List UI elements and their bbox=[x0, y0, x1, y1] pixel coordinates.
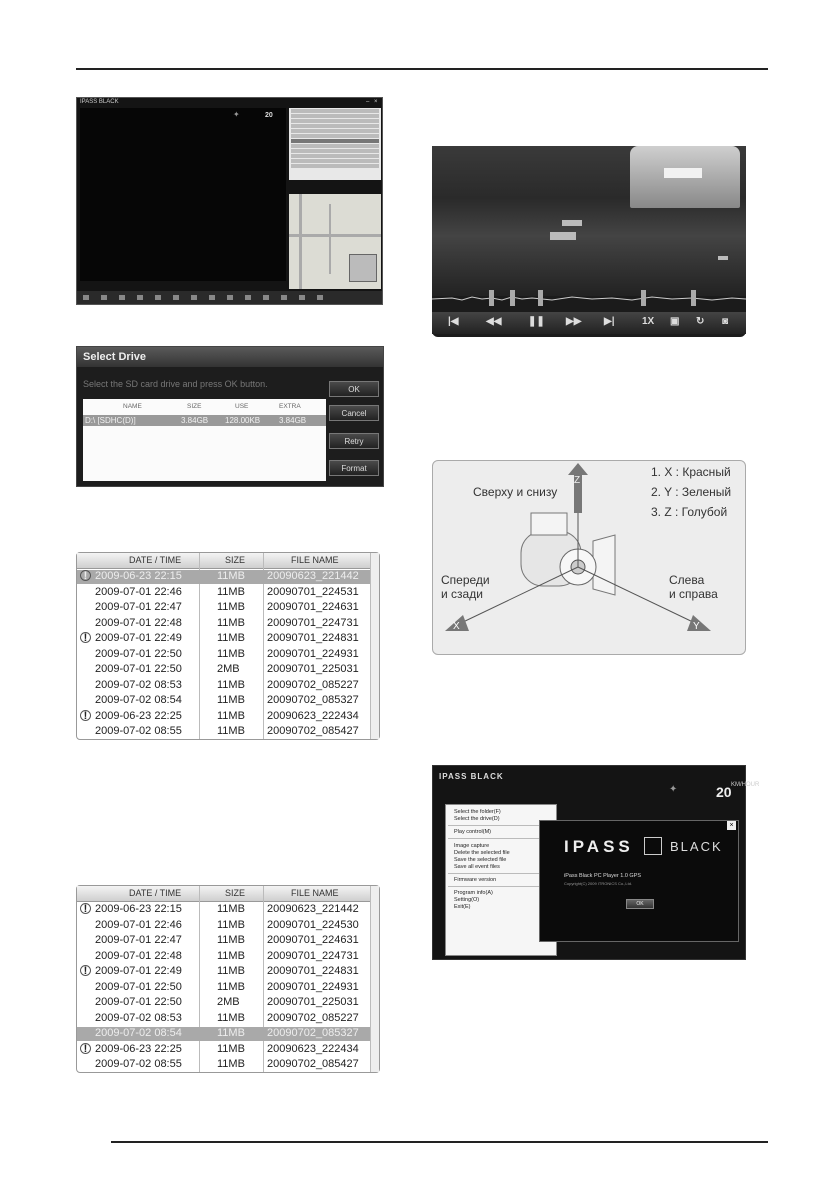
row-filename: 20090702_085327 bbox=[267, 694, 359, 706]
playback-screenshot bbox=[432, 146, 746, 337]
map-panel[interactable] bbox=[289, 194, 381, 289]
table-row[interactable] bbox=[77, 1027, 379, 1041]
row-filename: 20090623_222434 bbox=[267, 1042, 359, 1055]
scrollbar[interactable] bbox=[370, 553, 379, 739]
row-date: 2009-06-23 22:25 bbox=[95, 709, 182, 722]
row-filename: 20090701_224831 bbox=[267, 632, 359, 644]
list-header bbox=[77, 886, 379, 902]
row-size: 11MB bbox=[217, 934, 245, 946]
table-row[interactable] bbox=[77, 663, 379, 677]
row-size: 11MB bbox=[217, 616, 245, 629]
menu-image-capture[interactable]: Image capture bbox=[454, 843, 490, 849]
row-size: 11MB bbox=[217, 694, 245, 706]
file-list-event-selected bbox=[76, 552, 380, 740]
row-size: 11MB bbox=[217, 903, 245, 915]
fast-forward-icon[interactable]: ▶▶ bbox=[566, 316, 582, 327]
program-info-dialog bbox=[539, 820, 739, 942]
col-use: USE bbox=[235, 403, 249, 410]
event-warning-icon: ! bbox=[80, 1043, 91, 1054]
row-filename: 20090701_224731 bbox=[267, 616, 359, 629]
row-size: 11MB bbox=[217, 918, 245, 931]
row-date: 2009-07-02 08:54 bbox=[95, 1027, 182, 1039]
top-bottom-label: Сверху и снизу bbox=[473, 485, 558, 499]
row-size: 2MB bbox=[217, 663, 240, 675]
speed-readout: 20 bbox=[716, 784, 732, 800]
row-filename: 20090701_224731 bbox=[267, 949, 359, 962]
speed-readout: 20 bbox=[265, 112, 273, 119]
left-right-label-1: Слева bbox=[669, 573, 705, 587]
drive-use: 128.00KB bbox=[225, 416, 261, 425]
table-row[interactable] bbox=[77, 725, 379, 739]
row-filename: 20090623_221442 bbox=[267, 903, 359, 915]
row-size: 11MB bbox=[217, 949, 245, 962]
row-filename: 20090701_225031 bbox=[267, 996, 359, 1008]
menu-save-file[interactable]: Save the selected file bbox=[454, 857, 507, 863]
top-rule bbox=[76, 68, 768, 70]
row-date: 2009-07-02 08:54 bbox=[95, 694, 182, 706]
table-row[interactable] bbox=[77, 1043, 379, 1057]
row-date: 2009-07-01 22:47 bbox=[95, 601, 182, 613]
event-warning-icon: ! bbox=[80, 965, 91, 976]
cube-logo-icon bbox=[644, 837, 662, 855]
format-button[interactable]: Format bbox=[329, 460, 379, 476]
row-date: 2009-07-01 22:50 bbox=[95, 647, 182, 660]
table-row[interactable] bbox=[77, 934, 379, 948]
header-date: DATE / TIME bbox=[129, 555, 182, 565]
speed-button[interactable]: 1X bbox=[642, 316, 655, 327]
row-filename: 20090701_224631 bbox=[267, 934, 359, 946]
event-warning-icon: ! bbox=[80, 570, 91, 581]
axis-diagram bbox=[432, 460, 746, 655]
retry-button[interactable]: Retry bbox=[329, 433, 379, 449]
row-filename: 20090701_224931 bbox=[267, 980, 359, 993]
menu-select-folder[interactable]: Select the folder(F) bbox=[454, 809, 501, 815]
table-row[interactable] bbox=[77, 903, 379, 917]
row-filename: 20090623_221442 bbox=[267, 570, 359, 582]
row-size: 2MB bbox=[217, 996, 240, 1008]
row-filename: 20090701_224631 bbox=[267, 601, 359, 613]
table-row[interactable] bbox=[77, 632, 379, 646]
speed-unit: KM/HOUR bbox=[731, 782, 760, 788]
zoom-icon[interactable]: ▣ bbox=[670, 316, 680, 327]
camera-icon[interactable]: ◙ bbox=[722, 316, 729, 327]
row-filename: 20090702_085427 bbox=[267, 725, 359, 737]
menu-setting[interactable]: Setting(O) bbox=[454, 897, 480, 903]
drive-table bbox=[83, 399, 326, 481]
row-size: 11MB bbox=[217, 709, 245, 722]
table-row[interactable] bbox=[77, 648, 379, 662]
menu-play-control[interactable]: Play control(M) bbox=[454, 829, 491, 835]
row-size: 11MB bbox=[217, 725, 245, 737]
col-name: NAME bbox=[123, 403, 142, 410]
playback-control-bar bbox=[432, 312, 746, 334]
row-date: 2009-07-01 22:49 bbox=[95, 965, 182, 977]
legend-x: 1. X : Красный bbox=[651, 465, 731, 479]
skip-forward-icon[interactable]: ▶| bbox=[604, 316, 615, 327]
row-date: 2009-07-02 08:55 bbox=[95, 725, 182, 737]
row-date: 2009-07-01 22:50 bbox=[95, 663, 182, 675]
event-warning-icon: ! bbox=[80, 903, 91, 914]
video-area bbox=[80, 108, 286, 281]
menu-save-events[interactable]: Save all event files bbox=[454, 864, 500, 870]
menu-program-info[interactable]: Program info(A) bbox=[454, 890, 493, 896]
table-row[interactable] bbox=[77, 1058, 379, 1072]
row-date: 2009-07-02 08:53 bbox=[95, 678, 182, 691]
row-size: 11MB bbox=[217, 601, 245, 613]
row-date: 2009-07-01 22:50 bbox=[95, 980, 182, 993]
car-image bbox=[630, 146, 740, 208]
list-header bbox=[77, 553, 379, 569]
legend-y: 2. Y : Зеленый bbox=[651, 485, 732, 499]
row-date: 2009-07-02 08:55 bbox=[95, 1058, 182, 1070]
logo-ipass: IPASS bbox=[564, 837, 634, 856]
table-row[interactable] bbox=[77, 965, 379, 979]
table-row[interactable] bbox=[77, 601, 379, 615]
table-row[interactable] bbox=[77, 570, 379, 584]
menu-delete-file[interactable]: Delete the selected file bbox=[454, 850, 510, 856]
drive-row[interactable] bbox=[83, 415, 326, 426]
row-date: 2009-06-23 22:15 bbox=[95, 570, 182, 582]
row-filename: 20090702_085227 bbox=[267, 1011, 359, 1024]
dialog-header bbox=[77, 347, 383, 367]
row-filename: 20090701_224831 bbox=[267, 965, 359, 977]
dialog-title: Select Drive bbox=[83, 351, 146, 363]
row-date: 2009-07-01 22:50 bbox=[95, 996, 182, 1008]
header-filename: FILE NAME bbox=[291, 555, 339, 565]
row-date: 2009-07-01 22:46 bbox=[95, 585, 182, 598]
header-size: SIZE bbox=[225, 555, 246, 565]
pause-icon[interactable]: ❚❚ bbox=[528, 316, 545, 327]
g-sensor-graph[interactable] bbox=[432, 288, 746, 308]
menu-select-drive[interactable]: Select the drive(D) bbox=[454, 816, 500, 822]
skip-back-icon[interactable]: |◀ bbox=[448, 316, 459, 327]
row-date: 2009-07-01 22:48 bbox=[95, 616, 182, 629]
axis-y-label: Y bbox=[693, 621, 700, 632]
row-date: 2009-07-01 22:49 bbox=[95, 632, 182, 644]
row-filename: 20090701_224531 bbox=[267, 585, 359, 598]
scrollbar[interactable] bbox=[370, 886, 379, 1072]
close-icon[interactable]: × bbox=[727, 821, 736, 830]
row-filename: 20090701_224530 bbox=[267, 918, 359, 931]
row-size: 11MB bbox=[217, 965, 245, 977]
brand-logo: IPASS BLACK bbox=[439, 772, 504, 781]
row-size: 11MB bbox=[217, 585, 245, 598]
file-list-thumbnail[interactable] bbox=[289, 108, 381, 180]
row-date: 2009-07-01 22:48 bbox=[95, 949, 182, 962]
row-size: 11MB bbox=[217, 570, 245, 582]
left-right-label-2: и справа bbox=[669, 587, 718, 601]
cancel-button[interactable]: Cancel bbox=[329, 405, 379, 421]
col-size: SIZE bbox=[187, 403, 202, 410]
minimize-icon[interactable]: – bbox=[366, 99, 370, 105]
header-filename: FILE NAME bbox=[291, 888, 339, 898]
menu-exit[interactable]: Exit(E) bbox=[454, 904, 471, 910]
header-size: SIZE bbox=[225, 888, 246, 898]
player-screenshot bbox=[76, 97, 383, 305]
row-date: 2009-07-02 08:53 bbox=[95, 1011, 182, 1024]
player-title: IPASS BLACK bbox=[80, 99, 119, 105]
copyright-text: Copyright(C) 2009 ITRONICS Co.,Ltd. bbox=[564, 881, 633, 886]
axis-x-label: X bbox=[453, 621, 460, 632]
front-back-label-1: Спереди bbox=[441, 573, 490, 587]
playback-controls[interactable] bbox=[77, 291, 382, 304]
rotate-icon[interactable]: ↻ bbox=[696, 316, 705, 327]
row-date: 2009-06-23 22:15 bbox=[95, 903, 182, 915]
row-size: 11MB bbox=[217, 1011, 245, 1024]
table-row[interactable] bbox=[77, 981, 379, 995]
table-row[interactable] bbox=[77, 1012, 379, 1026]
satellite-icon: ✦ bbox=[669, 784, 678, 795]
rewind-icon[interactable]: ◀◀ bbox=[486, 316, 502, 327]
table-row[interactable] bbox=[77, 617, 379, 631]
row-filename: 20090702_085427 bbox=[267, 1058, 359, 1070]
bottom-rule bbox=[111, 1141, 768, 1143]
row-filename: 20090623_222434 bbox=[267, 709, 359, 722]
row-date: 2009-06-23 22:25 bbox=[95, 1042, 182, 1055]
row-size: 11MB bbox=[217, 647, 245, 660]
row-filename: 20090701_225031 bbox=[267, 663, 359, 675]
file-list-normal-selected bbox=[76, 885, 380, 1073]
row-date: 2009-07-01 22:47 bbox=[95, 934, 182, 946]
row-size: 11MB bbox=[217, 632, 245, 644]
about-screenshot bbox=[432, 765, 760, 960]
table-row[interactable] bbox=[77, 919, 379, 933]
col-extra: EXTRA bbox=[279, 403, 301, 410]
drive-size: 3.84GB bbox=[181, 416, 209, 425]
close-icon[interactable]: × bbox=[374, 99, 378, 105]
row-size: 11MB bbox=[217, 1042, 245, 1055]
satellite-icon: ✦ bbox=[233, 110, 240, 119]
table-row[interactable] bbox=[77, 950, 379, 964]
row-filename: 20090702_085227 bbox=[267, 678, 359, 691]
row-size: 11MB bbox=[217, 678, 245, 691]
event-warning-icon: ! bbox=[80, 710, 91, 721]
table-row[interactable] bbox=[77, 694, 379, 708]
version-text: iPass Black PC Player 1.0 GPS bbox=[564, 873, 642, 879]
row-filename: 20090702_085327 bbox=[267, 1027, 359, 1039]
table-row[interactable] bbox=[77, 586, 379, 600]
header-date: DATE / TIME bbox=[129, 888, 182, 898]
front-back-label-2: и сзади bbox=[441, 587, 483, 601]
event-warning-icon: ! bbox=[80, 632, 91, 643]
ok-button[interactable]: OK bbox=[626, 899, 654, 909]
table-row[interactable] bbox=[77, 996, 379, 1010]
table-row[interactable] bbox=[77, 679, 379, 693]
drive-extra: 3.84GB bbox=[279, 416, 307, 425]
row-size: 11MB bbox=[217, 1027, 245, 1039]
drive-name: D:\ [SDHC(D)] bbox=[85, 416, 136, 425]
logo-black: BLACK bbox=[670, 839, 723, 854]
row-filename: 20090701_224931 bbox=[267, 647, 359, 660]
menu-firmware[interactable]: Firmware version bbox=[454, 877, 497, 883]
ok-button[interactable]: OK bbox=[329, 381, 379, 397]
select-drive-dialog bbox=[76, 346, 384, 487]
row-size: 11MB bbox=[217, 1058, 245, 1070]
table-row[interactable] bbox=[77, 710, 379, 724]
legend-z: 3. Z : Голубой bbox=[651, 505, 728, 519]
axis-z-label: Z bbox=[574, 475, 581, 486]
dialog-prompt: Select the SD card drive and press OK button. bbox=[83, 379, 268, 389]
row-size: 11MB bbox=[217, 980, 245, 993]
row-date: 2009-07-01 22:46 bbox=[95, 918, 182, 931]
